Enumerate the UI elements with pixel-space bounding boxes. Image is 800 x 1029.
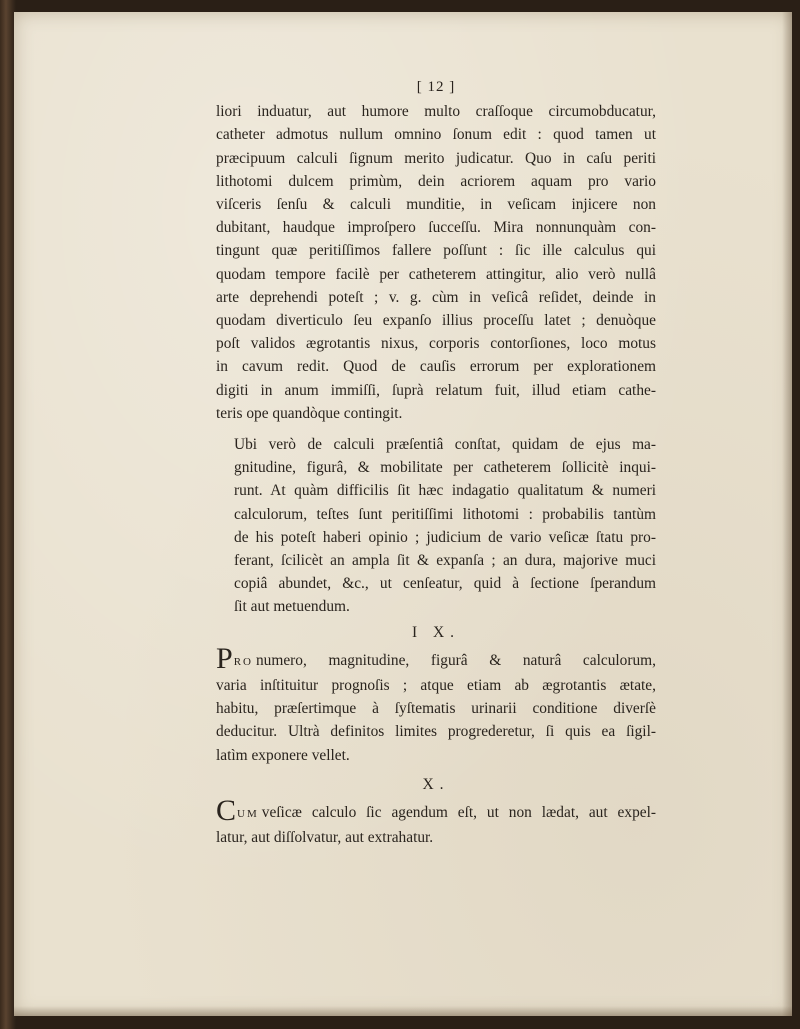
text-line: poſt validos ægrotantis nixus, corporis contorſiones, loco motus xyxy=(216,335,656,353)
dropcap-c: C xyxy=(216,794,237,828)
text-line: ſit aut metuendum. xyxy=(234,598,350,616)
text-line: copiâ abundet, &c., ut cenſeatur, quid à ſectione ſperandum xyxy=(234,575,656,593)
text-line: ferant, ſcilicèt an ampla ſit & expanſa ; an dura, majorive muci xyxy=(234,552,656,570)
text-line: teris ope quandòque contingit. xyxy=(216,404,403,422)
text-line: runt. At quàm difficilis ſit hæc indagatio qualitatum & numeri xyxy=(234,482,656,500)
text-line: calculorum, teſtes ſunt peritiſſimi lithotomi : probabilis tantùm xyxy=(234,505,656,523)
text-line: tingunt quæ peritiſſimos fallere poſſunt : ſic ille calculus qui xyxy=(216,242,656,260)
section-ix-first-line: numero, magnitudine, figurâ & naturâ calculorum, xyxy=(255,651,656,669)
text-line: deducitur. Ultrà definitos limites progrederetur, ſi quis ea ſigil- xyxy=(216,723,656,741)
text-line: arte deprehendi poteſt ; v. g. cùm in veſicâ reſidet, deinde in xyxy=(216,288,656,306)
text-line: varia inſtituitur prognoſis ; atque etiam ab ægrotantis ætate, xyxy=(216,677,656,695)
section-ix-paragraph xyxy=(216,641,656,767)
smallcaps-ro: RO xyxy=(233,655,253,668)
dropcap-p: P xyxy=(216,641,233,675)
text-line: lithotomi dulcem primùm, dein acriorem aquam pro vario xyxy=(216,172,656,190)
text-line: viſceris ſenſu & calculi munditie, in veſicam injicere non xyxy=(216,196,656,214)
text-line: quodam diverticulo ſeu expanſo illius proceſſu latet ; denuòque xyxy=(216,312,656,330)
section-x-first-line: veſicæ calculo ſic agendum eſt, ut non lædat, aut expel- xyxy=(261,804,656,822)
text-line: catheter admotus nullum omnino ſonum edit : quod tamen ut xyxy=(216,126,656,144)
paragraph-2 xyxy=(216,433,656,619)
page-number: [ 12 ] xyxy=(416,79,456,95)
text-line: latìm exponere vellet. xyxy=(216,746,350,764)
text-line: in cavum redit. Quod de cauſis errorum per explorationem xyxy=(216,358,656,376)
text-line: de his poteſt haberi opinio ; judicium de vario veſicæ ſtatu pro- xyxy=(234,528,656,546)
page-text-block xyxy=(216,76,656,850)
text-line: liori induatur, aut humore multo craſſoque circumobducatur, xyxy=(216,103,656,121)
section-heading-ix: I X. xyxy=(411,623,461,641)
section-heading-x: X. xyxy=(422,775,450,793)
page-edge-shadow-bottom xyxy=(14,1006,792,1016)
text-line: Ubi verò de calculi præſentiâ conſtat, quidam de ejus ma- xyxy=(234,436,656,454)
text-line: digiti in anum immiſſi, ſuprà relatum fuit, illud etiam cathe- xyxy=(216,381,656,399)
paragraph-1 xyxy=(216,100,656,425)
text-line: quodam tempore facilè per catheterem attingitur, alio verò nullâ xyxy=(216,265,656,283)
text-line: habitu, præſertimque à ſyſtematis urinarii conditione diverſè xyxy=(216,700,656,718)
text-line: præcipuum calculi ſignum merito judicatur. Quo in caſu periti xyxy=(216,149,656,167)
smallcaps-um: UM xyxy=(237,808,259,821)
text-line: dubitant, haudque improſpero ſucceſſu. Mira nonnunquàm con- xyxy=(216,219,656,237)
text-line: latur, aut diſſolvatur, aut extrahatur. xyxy=(216,829,434,847)
page-edge-shadow-right xyxy=(782,12,792,1016)
section-x-paragraph xyxy=(216,794,656,849)
text-line: gnitudine, figurâ, & mobilitate per catheterem ſollicitè inqui- xyxy=(234,459,656,477)
